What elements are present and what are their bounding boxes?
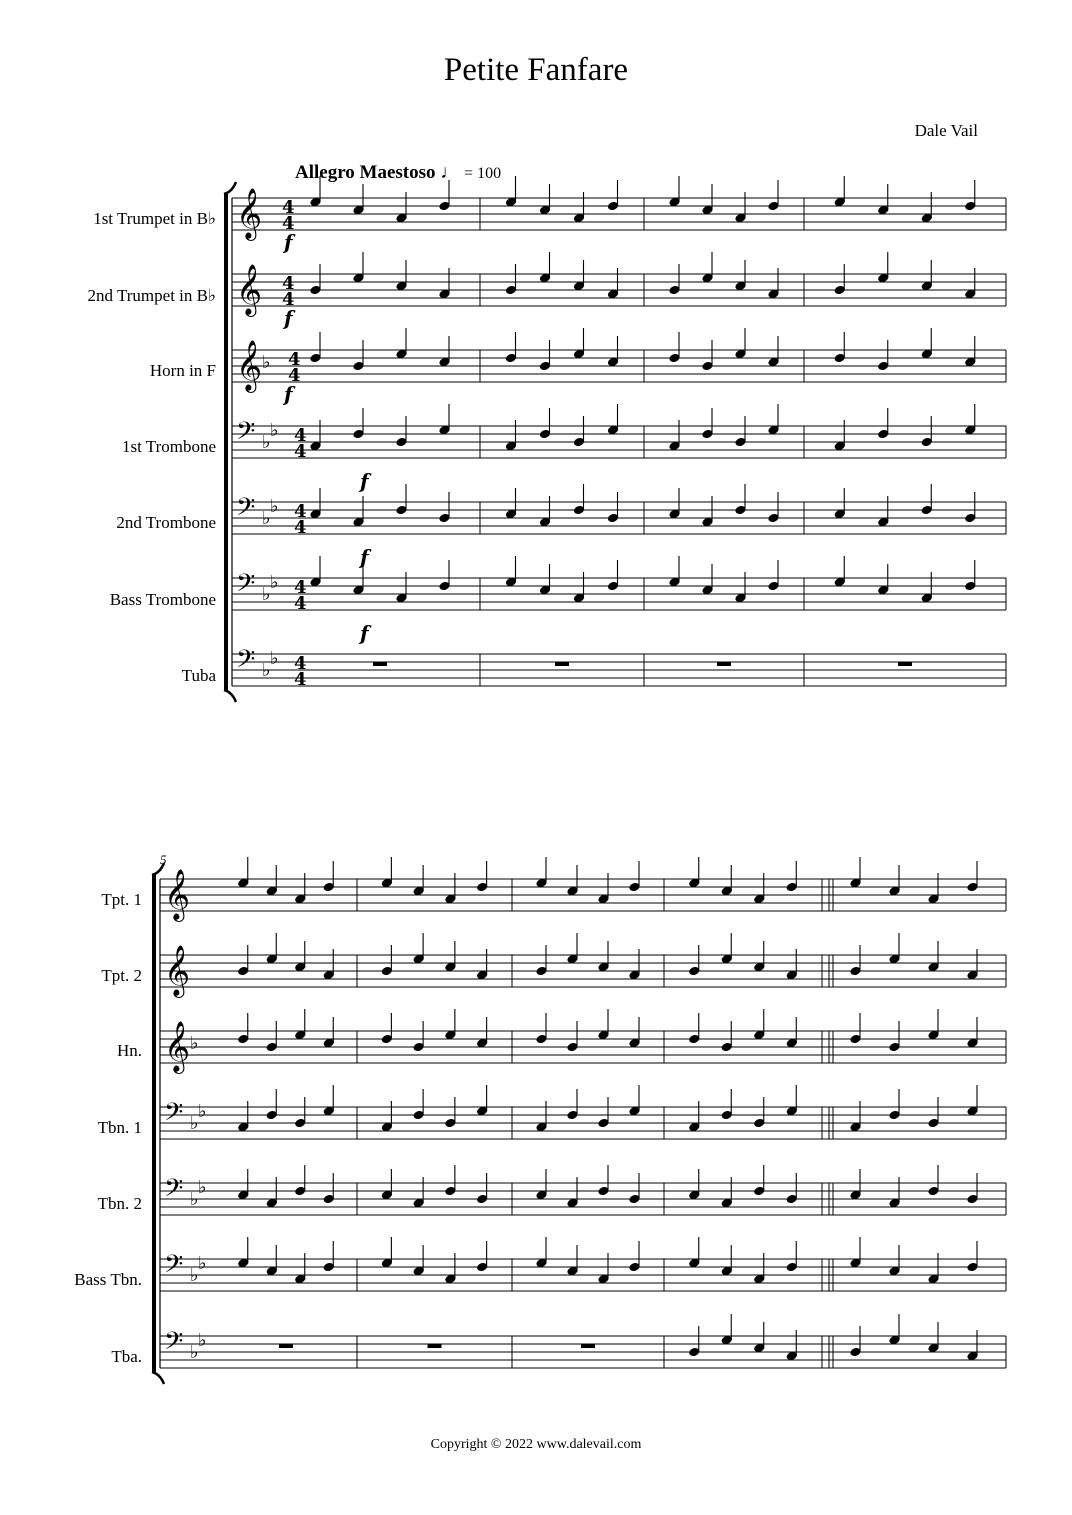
dynamic-forte: f bbox=[360, 469, 369, 493]
key-flat: ♭ bbox=[270, 572, 279, 593]
time-sig-top: 4 bbox=[282, 273, 295, 294]
instrument-name-horn: Horn in F bbox=[149, 361, 216, 380]
tempo-note-symbol: ♩ bbox=[440, 162, 460, 183]
bracket-bottom-hook bbox=[224, 690, 236, 702]
instrument-abbr-trumpet-1: Tpt. 1 bbox=[101, 890, 142, 909]
instrument-abbr-bass-trombone: Bass Tbn. bbox=[74, 1270, 142, 1289]
whole-rest bbox=[581, 1344, 595, 1348]
whole-rest bbox=[717, 662, 731, 666]
key-flat: ♭ bbox=[262, 352, 271, 373]
dynamic-forte: f bbox=[360, 545, 369, 569]
key-flat: ♭ bbox=[190, 1189, 199, 1210]
time-sig-bottom: 4 bbox=[288, 365, 301, 386]
treble-clef: 𝄞 bbox=[164, 945, 191, 996]
key-flat: ♭ bbox=[270, 496, 279, 517]
bracket-top-hook bbox=[152, 863, 164, 875]
dynamic-forte: f bbox=[284, 382, 293, 406]
bass-clef: 𝄢 bbox=[236, 569, 256, 604]
time-sig-bottom: 4 bbox=[282, 213, 295, 234]
key-flat: ♭ bbox=[190, 1265, 199, 1286]
time-sig-bottom: 4 bbox=[294, 441, 307, 462]
time-sig-bottom: 4 bbox=[294, 669, 307, 690]
instrument-name-trombone-2: 2nd Trombone bbox=[116, 513, 216, 532]
copyright-notice: Copyright © 2022 www.dalevail.com bbox=[430, 1437, 642, 1452]
time-sig-top: 4 bbox=[294, 577, 307, 598]
dynamic-forte: f bbox=[284, 230, 293, 254]
instrument-abbr-trumpet-2: Tpt. 2 bbox=[101, 966, 142, 985]
instrument-abbr-trombone-2: Tbn. 2 bbox=[97, 1194, 142, 1213]
tempo-text: Allegro Maestoso bbox=[295, 162, 436, 183]
bracket-bottom-hook bbox=[152, 1372, 164, 1384]
score-title: Petite Fanfare bbox=[443, 52, 629, 88]
bass-clef: 𝄢 bbox=[164, 1174, 184, 1209]
system-bracket bbox=[224, 194, 228, 690]
dynamic-forte: f bbox=[360, 621, 369, 645]
key-flat: ♭ bbox=[190, 1113, 199, 1134]
instrument-abbr-trombone-1: Tbn. 1 bbox=[97, 1118, 142, 1137]
key-flat: ♭ bbox=[262, 660, 271, 681]
key-flat: ♭ bbox=[198, 1330, 207, 1351]
instrument-name-bass-trombone: Bass Trombone bbox=[109, 590, 216, 609]
bass-clef: 𝄢 bbox=[236, 645, 256, 680]
instrument-name-trumpet-2: 2nd Trumpet in B♭ bbox=[87, 286, 216, 305]
key-flat: ♭ bbox=[270, 648, 279, 669]
whole-rest bbox=[373, 662, 387, 666]
whole-rest bbox=[279, 1344, 293, 1348]
treble-clef: 𝄞 bbox=[164, 1021, 191, 1072]
treble-clef: 𝄞 bbox=[236, 264, 263, 315]
time-sig-top: 4 bbox=[288, 349, 301, 370]
key-flat: ♭ bbox=[270, 420, 279, 441]
key-flat: ♭ bbox=[262, 432, 271, 453]
time-sig-top: 4 bbox=[282, 197, 295, 218]
instrument-name-trumpet-1: 1st Trumpet in B♭ bbox=[93, 209, 216, 228]
key-flat: ♭ bbox=[262, 508, 271, 529]
time-sig-top: 4 bbox=[294, 501, 307, 522]
treble-clef: 𝄞 bbox=[164, 869, 191, 920]
treble-clef: 𝄞 bbox=[236, 340, 263, 391]
dynamic-forte: f bbox=[284, 306, 293, 330]
bass-clef: 𝄢 bbox=[236, 493, 256, 528]
instrument-abbr-tuba: Tba. bbox=[111, 1347, 142, 1366]
bracket-top-hook bbox=[224, 182, 236, 194]
key-flat: ♭ bbox=[198, 1177, 207, 1198]
time-sig-top: 4 bbox=[294, 425, 307, 446]
key-flat: ♭ bbox=[190, 1033, 199, 1054]
bass-clef: 𝄢 bbox=[164, 1327, 184, 1362]
tempo-bpm: = 100 bbox=[464, 165, 502, 182]
bass-clef: 𝄢 bbox=[236, 417, 256, 452]
bass-clef: 𝄢 bbox=[164, 1098, 184, 1133]
composer-name: Dale Vail bbox=[914, 121, 978, 140]
instrument-abbr-horn: Hn. bbox=[116, 1041, 142, 1060]
measure-number: 5 bbox=[160, 852, 167, 867]
key-flat: ♭ bbox=[190, 1342, 199, 1363]
time-sig-bottom: 4 bbox=[294, 593, 307, 614]
time-sig-top: 4 bbox=[294, 653, 307, 674]
whole-rest bbox=[428, 1344, 442, 1348]
key-flat: ♭ bbox=[198, 1253, 207, 1274]
instrument-name-tuba: Tuba bbox=[181, 666, 216, 685]
key-flat: ♭ bbox=[262, 584, 271, 605]
key-flat: ♭ bbox=[198, 1101, 207, 1122]
instrument-name-trombone-1: 1st Trombone bbox=[122, 437, 216, 456]
whole-rest bbox=[555, 662, 569, 666]
treble-clef: 𝄞 bbox=[236, 188, 263, 239]
system-bracket bbox=[152, 875, 156, 1372]
whole-rest bbox=[898, 662, 912, 666]
time-sig-bottom: 4 bbox=[294, 517, 307, 538]
time-sig-bottom: 4 bbox=[282, 289, 295, 310]
bass-clef: 𝄢 bbox=[164, 1250, 184, 1285]
